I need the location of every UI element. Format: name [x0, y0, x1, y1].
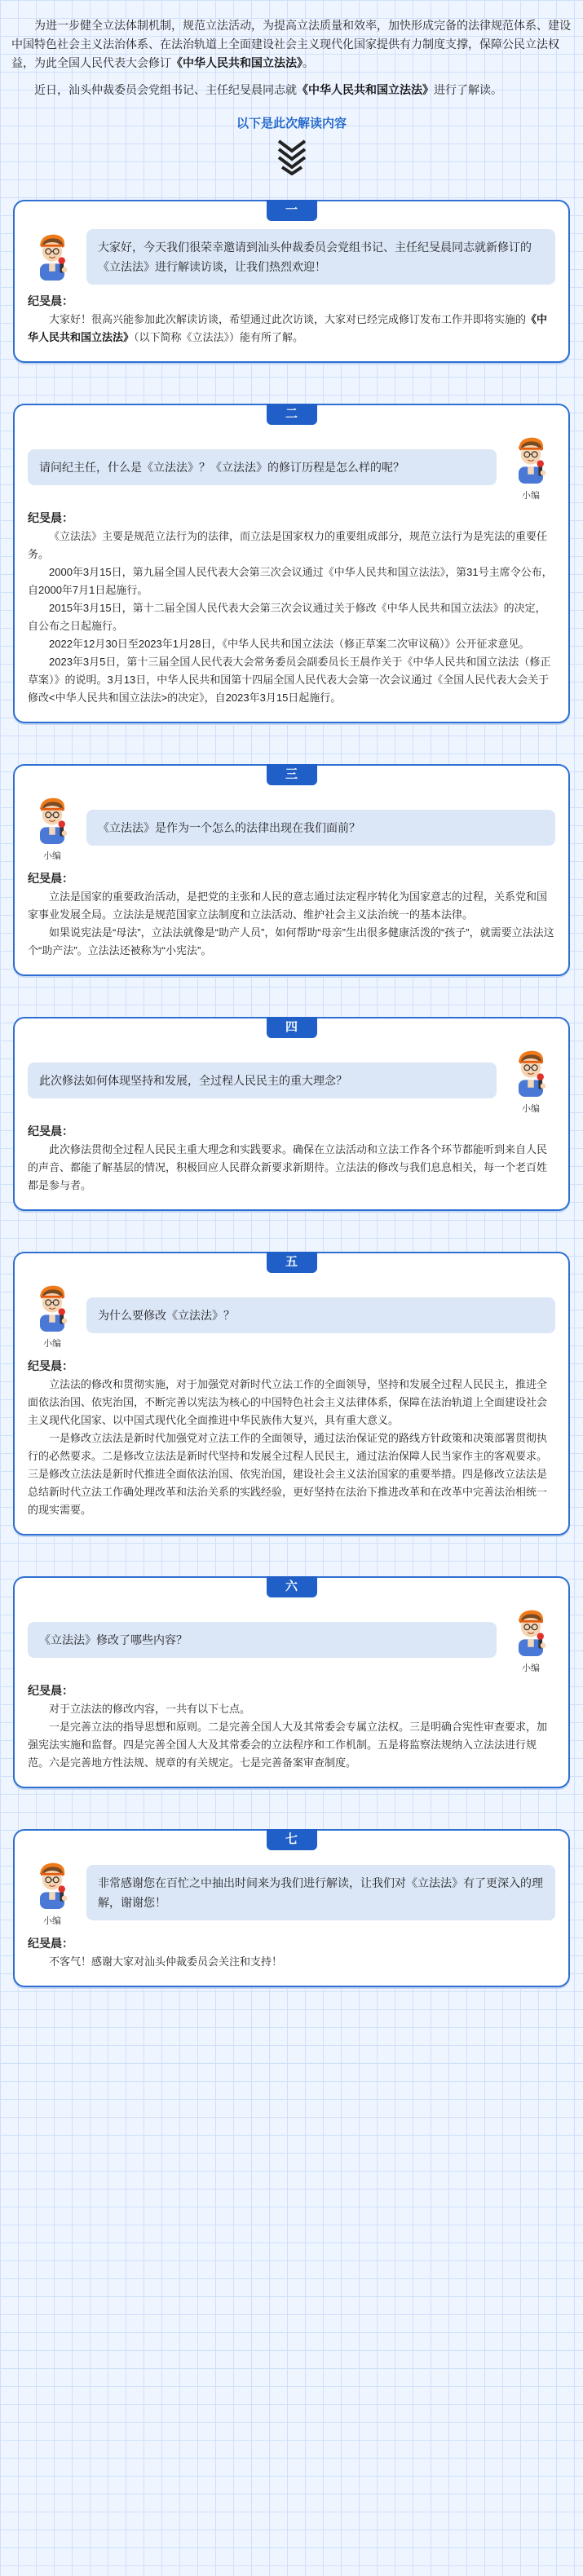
avatar [28, 1858, 77, 1927]
question-bubble: 非常感谢您在百忙之中抽出时间来为我们进行解读，让我们对《立法法》有了更深入的理解，谢谢您！ [86, 1865, 555, 1920]
answer [28, 528, 555, 707]
qa-section-5 [13, 1252, 570, 1535]
answer-paragraph: 立法法的修改和贯彻实施，对于加强党对新时代立法工作的全面领导，坚持和发展全过程人民民主，推进全面依法治国、依宪治国，不断完善以宪法为核心的中国特色社会主义法律体系，保障在法治轨道上全面建设社会主义现代化国家、以中国式现代化全面推进中华民族伟大复兴，具有重大意义。 [28, 1378, 548, 1426]
avatar [28, 1281, 77, 1350]
intro-paragraph-1: 为进一步健全立法体制机制，规范立法活动，为提高立法质量和效率，加快形成完备的法律规范体系、建设中国特色社会主义法治体系、在法治轨道上全面建设社会主义现代化国家提供有力制度支撑，保障公民立法权益，为此全国人民代表大会修订《中华人民共和国立法法》。 [11, 19, 571, 69]
speaker-label: 纪旻晨： [28, 294, 73, 307]
speaker-label: 纪旻晨： [28, 1125, 73, 1138]
answer [28, 1141, 555, 1195]
question-bubble: 大家好，今天我们很荣幸邀请到汕头仲裁委员会党组书记、主任纪旻晨同志就新修订的《立法法》进行解读访谈，让我们热烈欢迎！ [86, 229, 555, 285]
reporter-icon [507, 433, 554, 484]
intro [11, 16, 572, 175]
answer-paragraph: 2015年3月15日，第十二届全国人民代表大会第三次会议通过关于修改《中华人民共和国立法法》的决定，自公布之日起施行。 [28, 602, 546, 632]
speaker-label: 纪旻晨： [28, 1684, 73, 1697]
answer-paragraph: 对于立法法的修改内容，一共有以下七点。 [49, 1703, 251, 1715]
answer [28, 888, 555, 960]
avatar-caption: 小编 [522, 1104, 540, 1114]
answer [28, 1953, 555, 1971]
section-number: 六 [267, 1576, 317, 1597]
avatar-caption: 小编 [43, 851, 61, 861]
chevron-down-icon [11, 138, 572, 175]
answer [28, 311, 555, 347]
question-bubble: 请问纪主任，什么是《立法法》？《立法法》的修订历程是怎么样的呢？ [28, 449, 497, 485]
reporter-icon [29, 230, 76, 281]
answer-paragraph: 2023年3月5日，第十三届全国人民代表大会常务委员会副委员长王晨作关于《中华人民共和国立法法（修正草案）》的说明。3月13日，中华人民共和国第十四届全国人民代表大会第一次会议通过《全国人民代表大会关于修改<中华人民共和国立法法>的决定》，自2023年3月15日起施行。 [28, 656, 551, 704]
avatar [506, 1606, 555, 1674]
section-number: 二 [267, 404, 317, 425]
answer [28, 1700, 555, 1772]
question-bubble: 《立法法》修改了哪些内容？ [28, 1622, 497, 1658]
answer-paragraph: 一是完善立法的指导思想和原则。二是完善全国人大及其常委会专属立法权。三是明确合宪性审查要求，加强宪法实施和监督。四是完善全国人大及其常委会的立法程序和工作机制。五是将监察法规纳入立法法进行规范。六是完善地方性法规、规章的有关规定。七是完善备案审查制度。 [28, 1721, 548, 1769]
speaker-label: 纪旻晨： [28, 872, 73, 885]
answer-paragraph: 2022年12月30日至2023年1月28日，《中华人民共和国立法法（修正草案二次审议稿）》公开征求意见。 [49, 638, 530, 650]
avatar-caption: 小编 [43, 1339, 61, 1349]
answer-paragraph: 不客气！感谢大家对汕头仲裁委员会关注和支持！ [49, 1955, 283, 1968]
reporter-icon [29, 1858, 76, 1909]
avatar [506, 1046, 555, 1115]
answer-paragraph: 立法是国家的重要政治活动，是把党的主张和人民的意志通过法定程序转化为国家意志的过程，关系党和国家事业发展全局。立法法是规范国家立法制度和立法活动、维护社会主义法治统一的基本法律。 [28, 890, 548, 921]
speaker-label: 纪旻晨： [28, 1359, 73, 1372]
answer-paragraph: 大家好！很高兴能参加此次解读访谈，希望通过此次访谈，大家对已经完成修订发布工作并即将实施的《中华人民共和国立法法》（以下简称《立法法》）能有所了解。 [28, 313, 548, 343]
avatar-caption: 小编 [43, 1916, 61, 1926]
reporter-icon [29, 1281, 76, 1332]
speaker-label: 纪旻晨： [28, 511, 73, 524]
answer-paragraph: 2000年3月15日，第九届全国人民代表大会第三次会议通过《中华人民共和国立法法》，第31号主席令公布，自2000年7月1日起施行。 [28, 566, 553, 596]
qa-section-6 [13, 1576, 570, 1788]
answer-paragraph: 《立法法》主要是规范立法行为的法律，而立法是国家权力的重要组成部分，规范立法行为是宪法的重要任务。 [28, 530, 548, 560]
speaker-label: 纪旻晨： [28, 1937, 73, 1950]
reporter-icon [507, 1046, 554, 1097]
avatar-caption: 小编 [522, 491, 540, 501]
answer [28, 1376, 555, 1519]
intro-heading: 以下是此次解读内容 [236, 117, 347, 130]
section-number: 三 [267, 764, 317, 785]
avatar [28, 230, 77, 285]
avatar-caption: 小编 [522, 1664, 540, 1673]
answer-paragraph: 一是修改立法法是新时代加强党对立法工作的全面领导，通过法治保证党的路线方针政策和决策部署贯彻执行的必然要求。二是修改立法法是新时代坚持和发展全过程人民民主，通过法治保障人民当家作主的客观要求。三是修改立法法是新时代推进全面依法治国、依宪治国，建设社会主义法治国家的重要举措。四是修改立法法是总结新时代立法工作确处理改革和法治关系的实践经验，更好坚持在法治下推进改革和在改革中完善法治相统一的现实需要。 [28, 1432, 548, 1516]
section-number: 一 [267, 200, 317, 221]
section-number: 五 [267, 1252, 317, 1273]
answer-paragraph: 此次修法贯彻全过程人民民主重大理念和实践要求。确保在立法活动和立法工作各个环节都能听到来自人民的声音、都能了解基层的情况，积极回应人民群众新要求新期待。立法法的修改与我们息息相关，每一个老百姓都是参与者。 [28, 1143, 548, 1191]
reporter-icon [507, 1606, 554, 1656]
question-bubble: 此次修法如何体现坚持和发展，全过程人民民主的重大理念？ [28, 1063, 497, 1098]
section-number: 四 [267, 1017, 317, 1038]
avatar [28, 793, 77, 862]
intro-paragraph-2: 近日，汕头仲裁委员会党组书记、主任纪旻晨同志就《中华人民共和国立法法》进行了解读。 [34, 83, 502, 96]
qa-section-7 [13, 1829, 570, 1987]
qa-section-1 [13, 200, 570, 363]
qa-section-3 [13, 764, 570, 976]
qa-section-2 [13, 404, 570, 723]
qa-section-4 [13, 1017, 570, 1211]
question-bubble: 《立法法》是作为一个怎么的法律出现在我们面前？ [86, 810, 555, 846]
question-bubble: 为什么要修改《立法法》？ [86, 1297, 555, 1333]
answer-paragraph: 如果说宪法是“母法”，立法法就像是“助产人员”，如何帮助“母亲”生出很多健康活泼的“孩子”，就需要立法法这个“助产法”。立法法还被称为“小宪法”。 [28, 926, 554, 957]
section-number: 七 [267, 1829, 317, 1850]
reporter-icon [29, 793, 76, 844]
avatar [506, 433, 555, 502]
